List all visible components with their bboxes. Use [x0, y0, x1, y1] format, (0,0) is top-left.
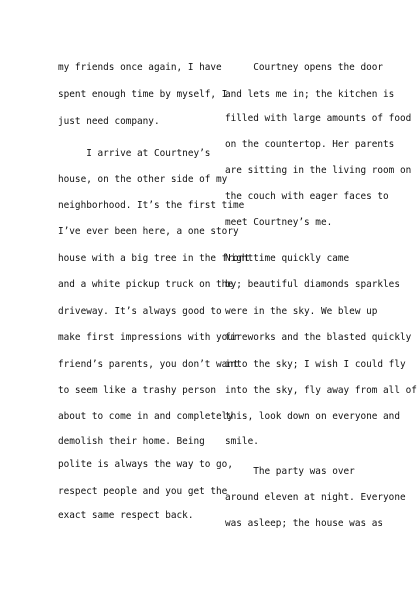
text-line: into the sky, fly away from all of — [225, 385, 417, 396]
text-line: Courtney opens the door — [225, 62, 384, 73]
text-line: friend’s parents, you don’t want — [58, 359, 239, 370]
text-line: my friends once again, I have — [58, 62, 222, 73]
text-line: about to come in and completely — [58, 411, 233, 422]
text-line: were in the sky. We blew up — [225, 306, 378, 317]
text-line: on the countertop. Her parents — [225, 139, 395, 150]
text-line: around eleven at night. Everyone — [225, 492, 406, 503]
text-line: spent enough time by myself, I — [58, 89, 228, 100]
text-line: was asleep; the house was as — [225, 518, 384, 529]
text-line: neighborhood. It’s the first time — [58, 200, 245, 211]
text-line: smile. — [225, 436, 259, 447]
text-line: house, on the other side of my — [58, 174, 228, 185]
text-line: and a white pickup truck on the — [58, 279, 233, 290]
text-line: driveway. It’s always good to — [58, 306, 222, 317]
text-line: and lets me in; the kitchen is — [225, 89, 395, 100]
text-line: polite is always the way to go, — [58, 459, 233, 470]
text-line: just need company. — [58, 116, 160, 127]
text-line: exact same respect back. — [58, 510, 194, 521]
text-line: to seem like a trashy person — [58, 385, 217, 396]
text-line: demolish their home. Being — [58, 436, 205, 447]
text-line: this, look down on everyone and — [225, 411, 400, 422]
text-line: fireworks and the blasted quickly — [225, 332, 412, 343]
text-line: the couch with eager faces to — [225, 191, 389, 202]
text-line: make first impressions with your — [58, 332, 239, 343]
text-line: The party was over — [225, 466, 355, 477]
text-line: house with a big tree in the front — [58, 253, 250, 264]
text-line: are sitting in the living room on — [225, 165, 412, 176]
text-line: I’ve ever been here, a one story — [58, 226, 239, 237]
text-line: respect people and you get the — [58, 486, 228, 497]
text-line: Nighttime quickly came — [225, 253, 350, 264]
text-line: meet Courtney’s me. — [225, 217, 333, 228]
text-line: into the sky; I wish I could fly — [225, 359, 406, 370]
text-line: by; beautiful diamonds sparkles — [225, 279, 400, 290]
text-line: I arrive at Courtney’s — [58, 148, 211, 159]
text-line: filled with large amounts of food — [225, 113, 412, 124]
